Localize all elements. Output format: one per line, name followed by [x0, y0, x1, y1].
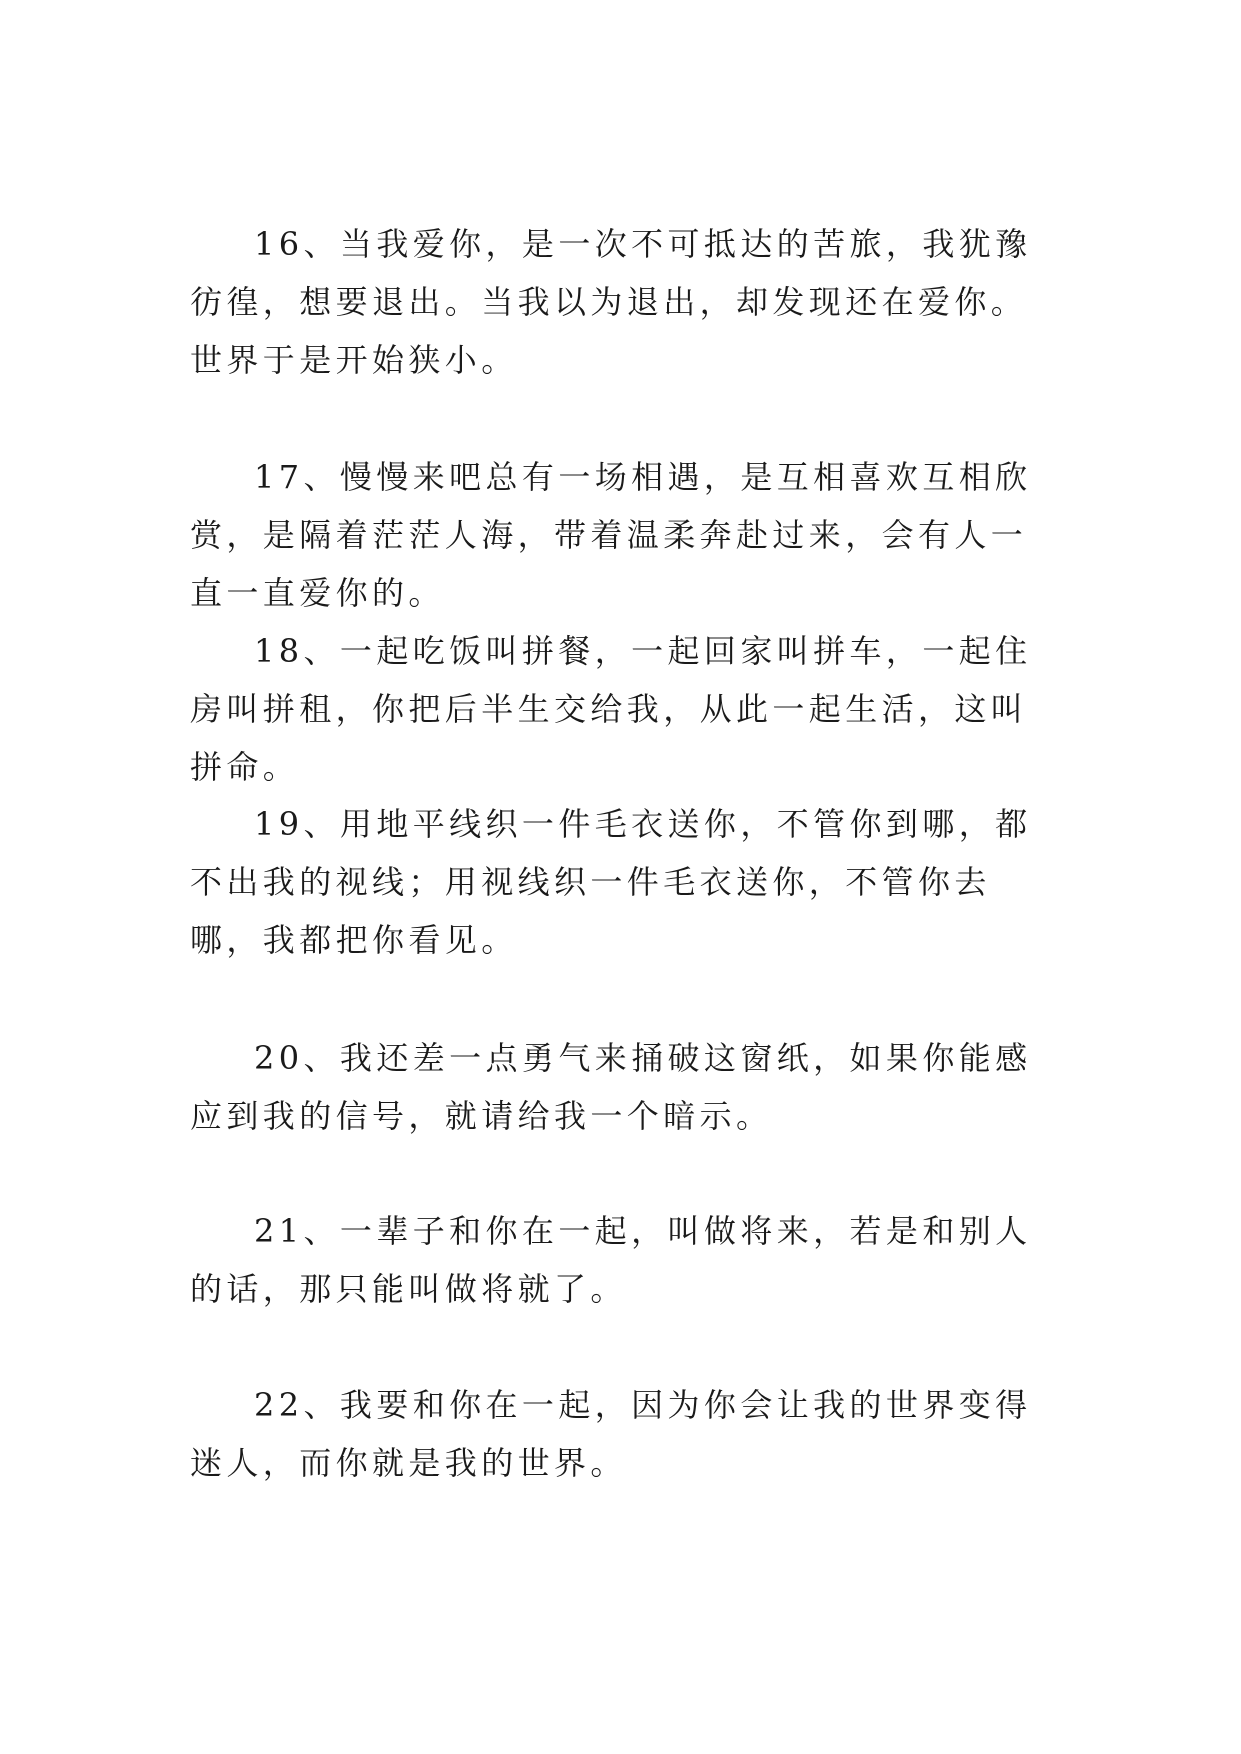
paragraph-18: 18、一起吃饭叫拼餐，一起回家叫拼车，一起住房叫拼租，你把后半生交给我，从此一起生活，这叫拼命。: [190, 632, 1032, 786]
paragraph-20: 20、我还差一点勇气来捅破这窗纸，如果你能感应到我的信号，就请给我一个暗示。: [190, 1039, 1032, 1135]
document-page: [190, 0, 1060, 1754]
paragraph-21: 21、一辈子和你在一起，叫做将来，若是和别人的话，那只能叫做将就了。: [190, 1212, 1032, 1308]
paragraph-22: 22、我要和你在一起，因为你会让我的世界变得迷人，而你就是我的世界。: [190, 1386, 1032, 1482]
paragraph-16: 16、当我爱你，是一次不可抵达的苦旅，我犹豫彷徨，想要退出。当我以为退出，却发现还在爱你。世界于是开始狭小。: [190, 225, 1032, 379]
paragraph-19: 19、用地平线织一件毛衣送你，不管你到哪，都不出我的视线；用视线织一件毛衣送你，不管你去哪，我都把你看见。: [190, 805, 1032, 959]
paragraph-17: 17、慢慢来吧总有一场相遇，是互相喜欢互相欣赏，是隔着茫茫人海，带着温柔奔赴过来，会有人一直一直爱你的。: [190, 458, 1032, 612]
